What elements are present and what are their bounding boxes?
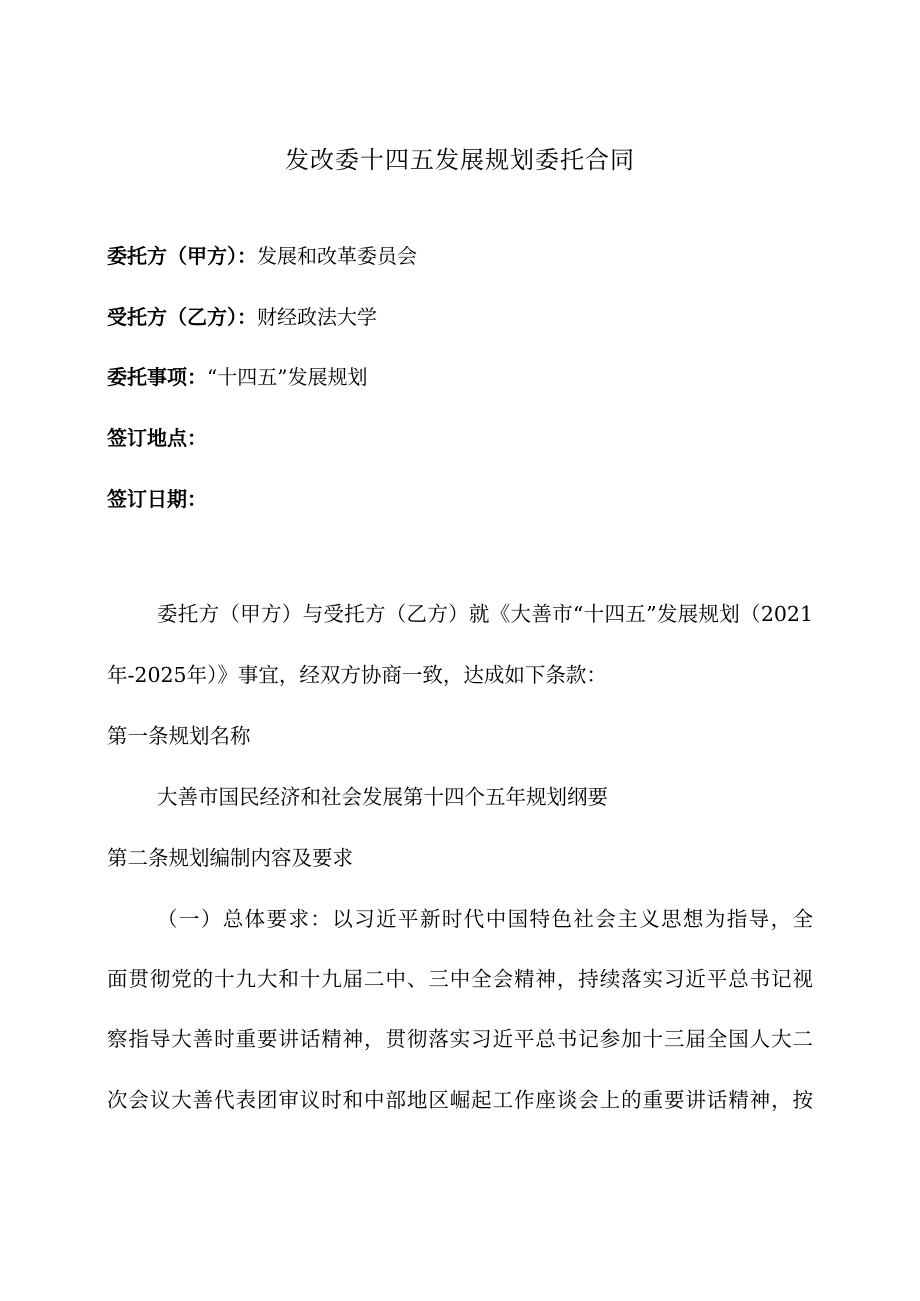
article-1-heading: 第一条规划名称 — [107, 724, 251, 748]
article-1-content: 大善市国民经济和社会发展第十四个五年规划纲要 — [157, 785, 608, 809]
meta-label: 委托方（甲方）： — [107, 244, 257, 268]
article-2-line-3: 察指导大善时重要讲话精神，贯彻落实习近平总书记参加十三届全国人大二 — [107, 1027, 813, 1051]
article-2-heading: 第二条规划编制内容及要求 — [107, 846, 353, 870]
meta-value: 发展和改革委员会 — [257, 244, 417, 268]
intro-line-2: 年-2025年）》事宜，经双方协商一致，达成如下条款： — [107, 663, 607, 687]
meta-label: 委托事项： — [107, 365, 207, 389]
meta-label: 签订日期： — [107, 487, 207, 511]
meta-value: “十四五”发展规划 — [207, 365, 368, 389]
article-2-line-4: 次会议大善代表团审议时和中部地区崛起工作座谈会上的重要讲话精神，按 — [107, 1088, 813, 1112]
meta-label: 受托方（乙方）： — [107, 305, 257, 329]
meta-signing-date — [107, 485, 207, 513]
intro-line-1: 委托方（甲方）与受托方（乙方）就《大善市“十四五”发展规划（2021 — [157, 602, 813, 626]
article-2-line-1: （一）总体要求：以习近平新时代中国特色社会主义思想为指导，全 — [157, 907, 813, 931]
meta-entrusting-party — [107, 242, 417, 270]
meta-value: 财经政法大学 — [257, 305, 377, 329]
article-2-line-2: 面贯彻党的十九大和十九届二中、三中全会精神，持续落实习近平总书记视 — [107, 967, 813, 991]
meta-entrusted-party — [107, 303, 377, 331]
meta-signing-place — [107, 424, 207, 452]
meta-entrusted-matter — [107, 363, 367, 391]
document-title: 发改委十四五发展规划委托合同 — [285, 146, 635, 174]
meta-label: 签订地点： — [107, 426, 207, 450]
